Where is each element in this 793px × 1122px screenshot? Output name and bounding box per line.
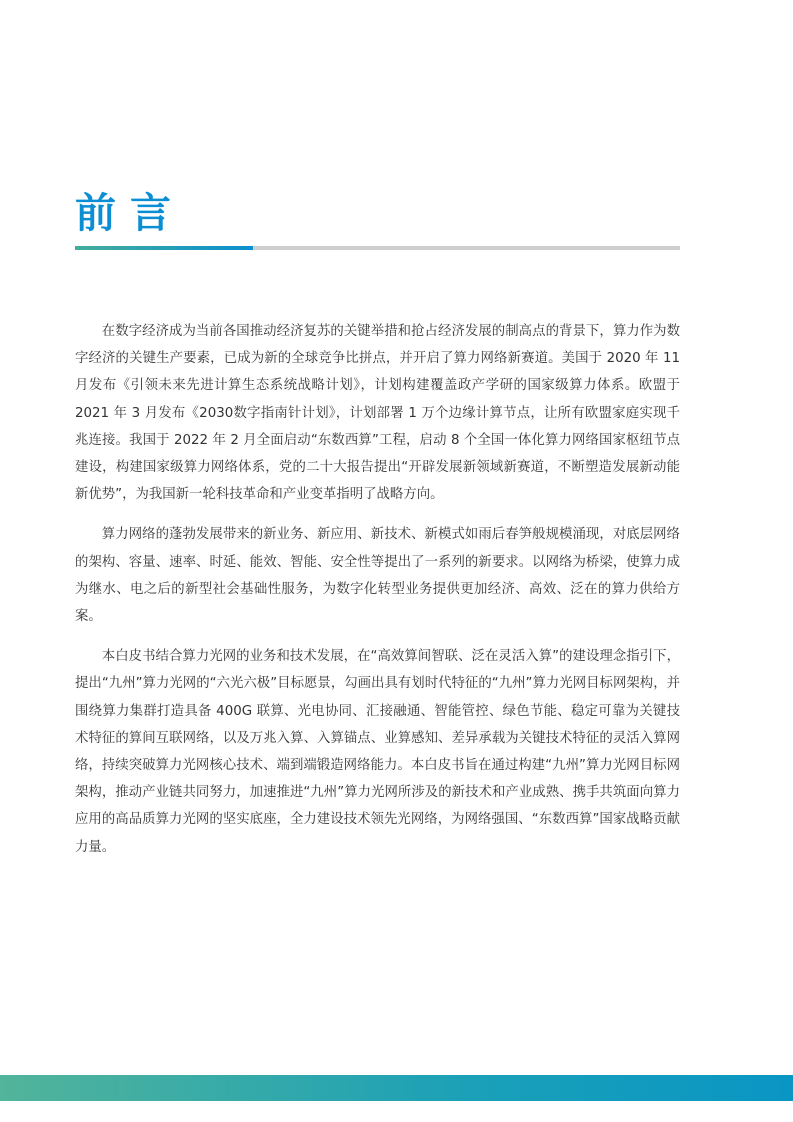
paragraph: 算力网络的蓬勃发展带来的新业务、新应用、新技术、新模式如雨后春笋般规模涌现，对底层网络的架构、容量、速率、时延、能效、智能、安全性等提出了一系列的新要求。以网络为桥梁，使算力成为继水、电之后的新型社会基础性服务，为数字化转型业务提供更加经济、高效、泛在的算力供给方案。 [75, 527, 680, 625]
footer-band [0, 1075, 793, 1101]
paragraph: 本白皮书结合算力光网的业务和技术发展，在“高效算间智联、泛在灵活入算”的建设理念指引下，提出“九州”算力光网的“六光六极”目标愿景，勾画出具有划时代特征的“九州”算力光网目标网架构，并围绕算力集群打造具备 400G 联算、光电协同、汇接融通、智能管控、绿色节能、稳定可靠为关键技术特征的算间互联网络，以及万兆入算、入算锚点、业算感知、差异承载为关键技术特征的灵活入算网络，持续突破算力光网核心技术、端到端锻造网络能力。本白皮书旨在通过构建“九州”算力光网目标网架构，推动产业链共同努力，加速推进“九州”算力光网所涉及的新技术和产业成熟、携手共筑面向算力应用的高品质算力光网的坚实底座，全力建设技术领先光网络，为网络强国、“东数西算”国家战略贡献力量。 [75, 649, 680, 855]
body-text [75, 318, 680, 874]
title-divider-accent [75, 246, 253, 250]
page-title: 前言 [75, 189, 185, 237]
paragraph: 在数字经济成为当前各国推动经济复苏的关键举措和抢占经济发展的制高点的背景下，算力作为数字经济的关键生产要素，已成为新的全球竞争比拼点，并开启了算力网络新赛道。美国于 2020 年 11 月发布《引领未来先进计算生态系统战略计划》，计划构建覆盖政产学研的国家级算力体系。欧盟于 2021 年 3 月发布《2030数字指南针计划》，计划部署 1 万个边缘计算节点，让所有欧盟家庭实现千兆连接。我国于 2022 年 2 月全面启动“东数西算”工程，启动 8 个全国一体化算力网络国家枢纽节点建设，构建国家级算力网络体系，党的二十大报告提出“开辟发展新领域新赛道，不断塑造发展新动能新优势”，为我国新一轮科技革命和产业变革指明了战略方向。 [75, 324, 680, 503]
title-divider [75, 246, 680, 250]
